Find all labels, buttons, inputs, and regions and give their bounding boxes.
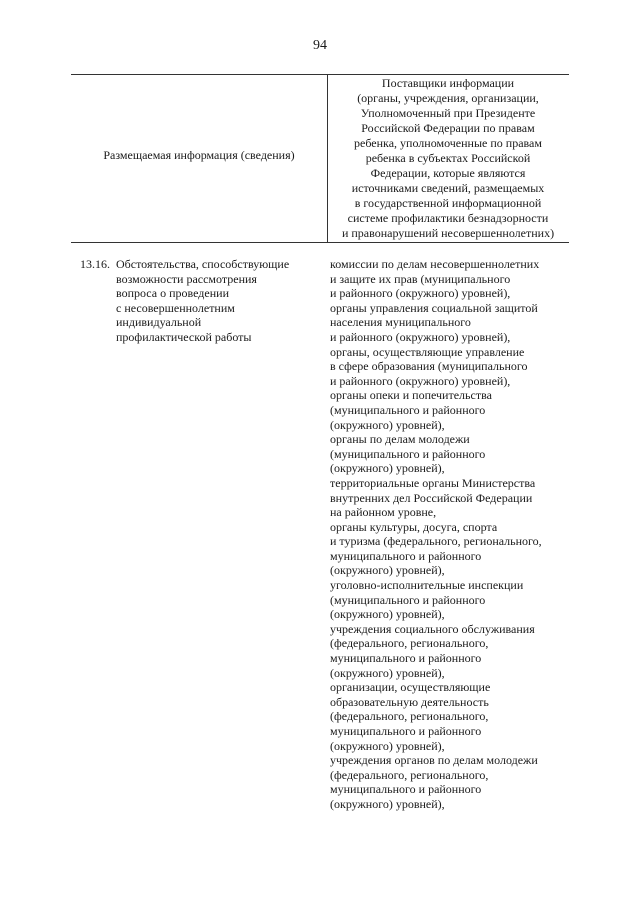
provider-line: и туризма (федерального, регионального, [330, 534, 542, 549]
row-info-line: индивидуальной [116, 315, 202, 330]
provider-line: органы, осуществляющие управление [330, 344, 525, 359]
provider-line: органы опеки и попечительства [330, 388, 492, 403]
provider-line: (муниципального и районного [330, 446, 486, 461]
header-providers-line: ребенка, уполномоченные по правам [354, 136, 542, 150]
row-info-line: с несовершеннолетним [116, 300, 235, 315]
provider-line: и районного (окружного) уровней), [330, 373, 511, 388]
provider-line: уголовно-исполнительные инспекции [330, 578, 524, 593]
provider-line: (окружного) уровней), [330, 563, 445, 578]
header-providers-line: Уполномоченный при Президенте [360, 106, 536, 120]
provider-line: муниципального и районного [330, 724, 482, 738]
provider-line: образовательную деятельность [330, 694, 489, 709]
table-top-rule [71, 74, 569, 75]
header-providers-line: источниками сведений, размещаемых [351, 181, 545, 195]
header-providers-column [327, 76, 569, 241]
provider-line: внутренних дел Российской Федерации [330, 490, 533, 505]
provider-line: учреждения социального обслуживания [330, 621, 535, 636]
provider-line: муниципального и районного [330, 651, 482, 666]
provider-line: (окружного) уровней), [330, 417, 445, 432]
provider-line: учреждения органов по делам молодежи [330, 753, 538, 768]
row-info-line: возможности рассмотрения [116, 271, 257, 286]
provider-line: муниципального и районного [330, 782, 482, 797]
header-providers-line: и правонарушений несовершеннолетних) [341, 226, 555, 240]
provider-line: (окружного) уровней), [330, 461, 445, 476]
header-providers-line: ребенка в субъектах Российской [365, 151, 531, 165]
provider-line: (муниципального и районного [330, 402, 486, 417]
provider-line: (окружного) уровней), [330, 607, 445, 622]
header-providers-line: Российской Федерации по правам [361, 121, 535, 135]
provider-line: населения муниципального [330, 315, 471, 330]
provider-line: (окружного) уровней), [330, 738, 445, 753]
provider-line: (муниципального и районного [330, 592, 486, 607]
provider-line: и районного (окружного) уровней), [330, 286, 511, 301]
header-info-column: Размещаемая информация (сведения) [103, 148, 295, 162]
provider-line: (федерального, регионального, [330, 767, 489, 782]
header-providers-line: Поставщики информации [381, 76, 515, 90]
provider-line: территориальные органы Министерства [330, 475, 536, 490]
provider-line: в сфере образования (муниципального [330, 359, 528, 374]
provider-line: (окружного) уровней), [330, 796, 445, 811]
header-providers-line: в государственной информационной [354, 196, 542, 210]
row-info-line: вопроса о проведении [116, 286, 229, 301]
provider-line: органы по делам молодежи [330, 432, 470, 447]
provider-line: и районного (окружного) уровней), [330, 329, 511, 344]
provider-line: (федерального, регионального, [330, 709, 489, 724]
row-info-line: профилактической работы [116, 329, 252, 344]
page-number: 94 [313, 38, 327, 53]
header-bottom-rule [71, 242, 569, 243]
provider-line: комиссии по делам несовершеннолетних [330, 257, 540, 271]
provider-line: (окружного) уровней), [330, 665, 445, 680]
provider-line: органы культуры, досуга, спорта [330, 519, 498, 534]
header-providers-line: (органы, учреждения, организации, [357, 91, 539, 105]
row-info-cell [116, 257, 322, 345]
header-providers-line: системе профилактики безнадзорности [347, 211, 549, 225]
row-providers-cell [330, 257, 570, 812]
header-providers-line: Федерации, которые являются [370, 166, 526, 180]
provider-line: органы управления социальной защитой [330, 300, 538, 315]
row-info-line: Обстоятельства, способствующие [116, 257, 290, 271]
provider-line: (федерального, регионального, [330, 636, 489, 651]
provider-line: и защите их прав (муниципального [330, 271, 511, 286]
provider-line: муниципального и районного [330, 548, 482, 563]
provider-line: на районном уровне, [330, 505, 437, 520]
provider-line: организации, осуществляющие [330, 680, 491, 695]
row-number: 13.16. [80, 257, 110, 271]
